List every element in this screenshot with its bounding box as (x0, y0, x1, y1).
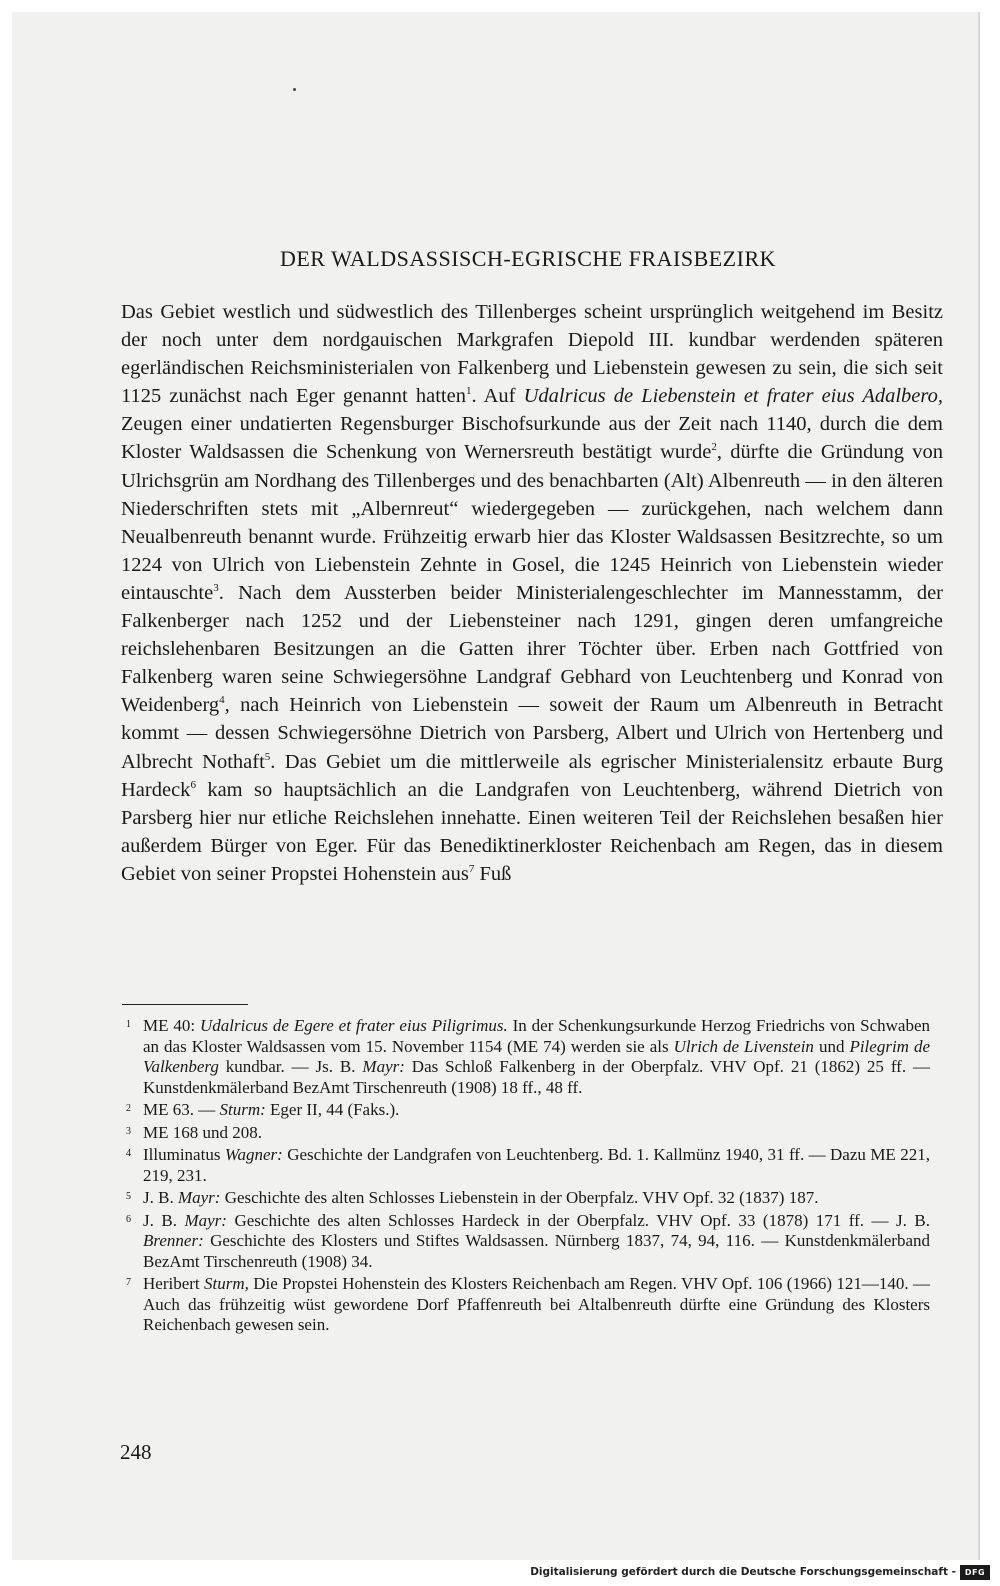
body-paragraph (121, 298, 943, 888)
footnote-marker: 3 (126, 1125, 131, 1137)
footnote-ref[interactable]: 1 (465, 385, 472, 398)
footnote-text: J. B. Mayr: Geschichte des alten Schlosses Liebenstein in der Oberpfalz. VHV Opf. 32 (1837) 187. (143, 1188, 819, 1207)
footnote-4 (122, 1145, 930, 1186)
page-number: 248 (120, 1440, 152, 1464)
footnote-ref[interactable]: 6 (190, 778, 196, 791)
footnote-text: J. B. Mayr: Geschichte des alten Schlosses Hardeck in der Oberpfalz. VHV Opf. 33 (1878) 171 ff. — J. B. Brenner: Geschichte des Klosters und Stiftes Waldsassen. Nürnberg 1837, 74, 94, 116. — Kunstdenkmälerband BezAmt Tirschenreuth (1908) 34. (143, 1210, 930, 1271)
footnote-6 (122, 1211, 930, 1273)
footnote-ref[interactable]: 7 (468, 863, 475, 876)
body-text: . Das Gebiet um die mittlerweile als egrischer Ministerialensitz erbaute Burg Hardeck (121, 750, 943, 801)
footnote-1 (122, 1016, 930, 1098)
footnote-text: Heribert Sturm, Die Propstei Hohenstein des Klosters Reichenbach am Regen. VHV Opf. 106 (1966) 121—140. — Auch das frühzeitig wüst gewordene Dorf Pfaffenreuth bei Altalbenreuth dürfte eine Gründung des Klosters Reichenbach gewesen sein. (143, 1274, 931, 1334)
footnote-text: Illuminatus Wagner: Geschichte der Landgrafen von Leuchtenberg. Bd. 1. Kallmünz 1940, 31 ff. — Dazu ME 221, 219, 231. (143, 1145, 930, 1185)
digitization-credit (530, 1563, 990, 1581)
footnote-separator (122, 1004, 248, 1005)
body-text: Das Gebiet westlich und südwestlich des Tillenberges scheint ursprünglich weitgehend im Besitz der noch unter dem nordgauischen Markgrafen Diepold III. kundbar werdenden späteren egerländischen Reichsministerialen von Falkenberg und Liebenstein gewesen zu sein, die sich seit 1125 zunächst nach Eger genannt hatten (121, 301, 943, 408)
footnote-marker: 2 (126, 1103, 131, 1114)
body-text: Zeugen einer undatierten Regensburger Bischofsurkunde aus der Zeit nach 1140, durch die dem Kloster Waldsassen die Schenkung von Wernersreuth bestätigt wurde (121, 413, 943, 464)
body-text: . Auf (471, 385, 524, 408)
latin-quote: Udalricus de Liebenstein et frater eius Adalbero, (523, 385, 943, 408)
body-text: , nach Heinrich von Liebenstein — soweit der Raum um Albenreuth in Betracht kommt — dessen Schwiegersöhne Dietrich von Parsberg, Albert und Ulrich von Hertenberg und Albrecht Nothaft (121, 694, 943, 773)
footnote-text: ME 63. — Sturm: Eger II, 44 (Faks.). (143, 1100, 400, 1119)
credit-text: Digitalisierung gefördert durch die Deutsche Forschungsgemeinschaft - (530, 1566, 956, 1578)
footnote-marker: 1 (126, 1019, 131, 1030)
footnote-2 (122, 1100, 930, 1121)
footnote-ref[interactable]: 4 (219, 694, 225, 707)
footnote-5 (122, 1188, 930, 1209)
body-text: kam so hauptsächlich an die Landgrafen von Leuchtenberg, während Dietrich von Parsberg hier nur etliche Reichslehen innehatte. Einen weiteren Teil der Reichslehen besaßen hier außerdem Bürger von Eger. Für das Benediktinerkloster Reichenbach am Regen, das in diesem Gebiet von seiner Propstei Hohenstein aus (121, 778, 943, 885)
footnote-7 (122, 1274, 930, 1336)
chapter-title: DER WALDSASSISCH-EGRISCHE FRAISBEZIRK (279, 246, 777, 271)
footnote-marker: 4 (126, 1148, 131, 1159)
footnote-text: ME 40: Udalricus de Egere et frater eius Piligrimus. In der Schenkungsurkunde Herzog Friedrichs von Schwaben an das Kloster Waldsassen vom 15. November 1154 (ME 74) werden sie als Ulrich de Livenstein und Pilegrim de Valkenberg kundbar. — Js. B. Mayr: Das Schloß Falkenberg in der Oberpfalz. VHV Opf. 21 (1862) 25 ff. — Kunstdenkmälerband BezAmt Tirschenreuth (1908) 18 ff., 48 ff. (143, 1016, 930, 1097)
footnote-marker: 6 (126, 1213, 131, 1225)
footnote-3 (122, 1123, 930, 1144)
footnote-marker: 5 (126, 1191, 131, 1202)
dfg-logo: DFG (960, 1565, 990, 1580)
footnote-text: ME 168 und 208. (143, 1122, 262, 1142)
footnote-marker: 7 (126, 1277, 131, 1288)
footnote-ref[interactable]: 2 (711, 441, 717, 454)
scan-speck (293, 88, 296, 91)
footnote-ref[interactable]: 5 (264, 750, 271, 763)
body-text: , dürfte die Gründung von Ulrichsgrün am Nordhang des Tillenberges und des benachbarten (Alt) Albenreuth — in den älteren Niederschriften stets mit „Albernreut“ wiedergegeben — zurückgehen, nach welchem dann Neualbenreuth benannt wurde. Frühzeitig erwarb hier das Kloster Waldsassen Besitzrechte, so um 1224 von Ulrich von Liebenstein Zehnte in Gosel, die 1245 Heinrich von Liebenstein wieder eintauschte (121, 441, 943, 604)
body-text: Fuß (474, 862, 512, 885)
body-text: . Nach dem Aussterben beider Ministerialengeschlechter im Mannesstamm, der Falkenberger nach 1252 und der Liebensteiner nach 1291, gingen deren umfangreiche reichslehenbaren Besitzungen an die Gatten ihrer Töchter über. Erben nach Gottfried von Falkenberg waren seine Schwiegersöhne Landgraf Gebhard von Leuchtenberg und Konrad von Weidenberg (121, 581, 943, 717)
footnote-list (122, 1016, 930, 1338)
footnote-ref[interactable]: 3 (213, 582, 219, 595)
